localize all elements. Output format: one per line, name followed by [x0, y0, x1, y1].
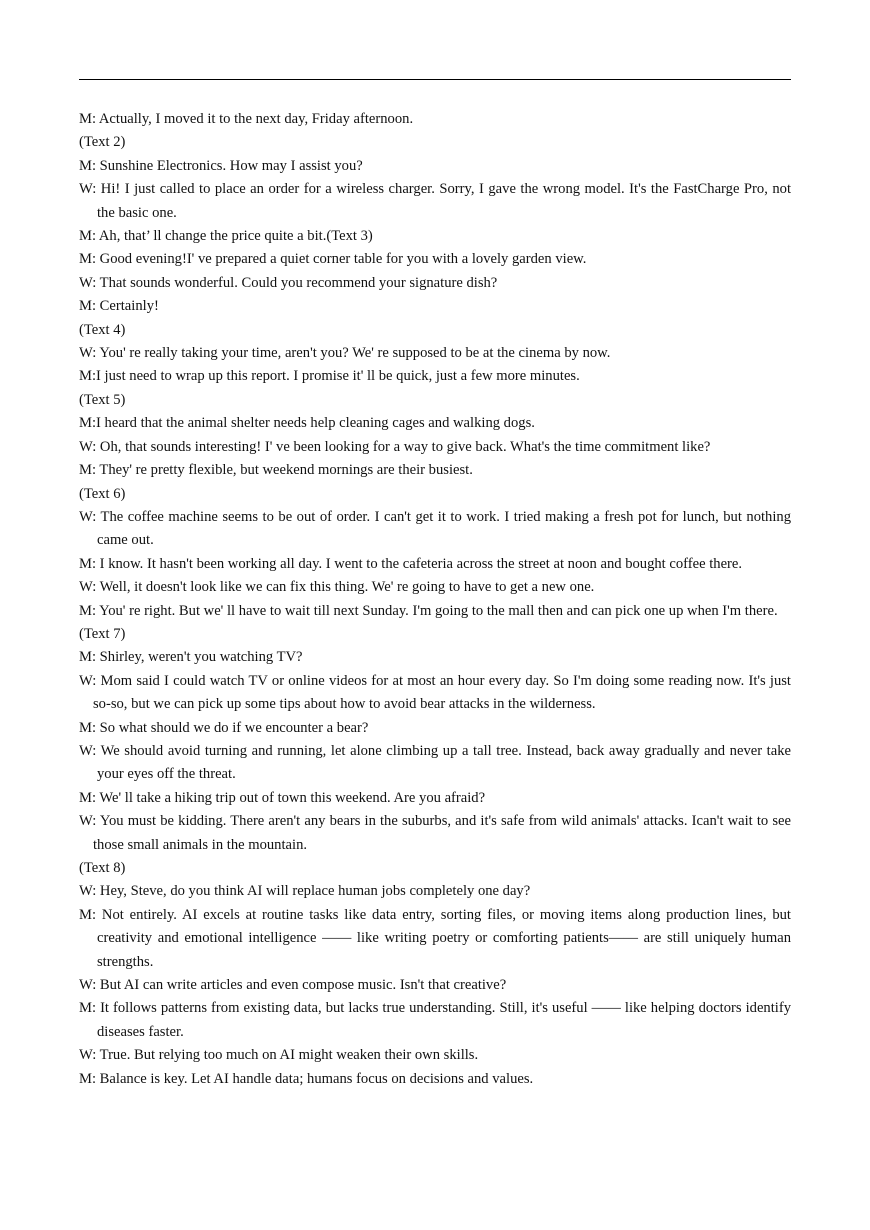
dialogue-line: W: Hey, Steve, do you think AI will replace human jobs completely one day?: [79, 883, 531, 900]
dialogue-line: M: Certainly!: [79, 298, 159, 315]
section-label: (Text 4): [79, 321, 126, 338]
section-label: (Text 5): [79, 391, 126, 408]
dialogue-line: M: Ah, that’ ll change the price quite a bit.(Text 3): [79, 228, 373, 245]
section-label: (Text 2): [79, 134, 126, 151]
header-rule: [79, 79, 791, 80]
dialogue-line: M: I know. It hasn't been working all day. I went to the cafeteria across the street at noon and bought coffee there.: [79, 555, 743, 572]
dialogue-line: M:I just need to wrap up this report. I promise it' ll be quick, just a few more minutes.: [79, 368, 580, 385]
transcript-body: [79, 108, 791, 1091]
dialogue-line: M: Sunshine Electronics. How may I assist you?: [79, 157, 363, 174]
dialogue-line: W: Well, it doesn't look like we can fix this thing. We' re going to have to get a new one.: [79, 579, 595, 596]
dialogue-line: M:I heard that the animal shelter needs help cleaning cages and walking dogs.: [79, 415, 535, 432]
dialogue-line: W: Hi! I just called to place an order for a wireless charger. Sorry, I gave the wrong model. It's the FastCharge Pro, not the basic one.: [79, 181, 791, 221]
dialogue-line: W: But AI can write articles and even compose music. Isn't that creative?: [79, 977, 507, 994]
section-label: (Text 8): [79, 860, 126, 876]
dialogue-line: W: You must be kidding. There aren't any bears in the suburbs, and it's safe from wild animals' attacks. Ican't wait to see those small animals in the mountain.: [79, 813, 791, 853]
dialogue-line: M: They' re pretty flexible, but weekend mornings are their busiest.: [79, 462, 473, 479]
dialogue-line: M: Actually, I moved it to the next day, Friday afternoon.: [79, 111, 414, 127]
dialogue-line: M: Not entirely. AI excels at routine tasks like data entry, sorting files, or moving items along production lines, but creativity and emotional intelligence —— like writing poetry or comforting patients—— are still uniquely human strengths.: [79, 906, 791, 970]
dialogue-line: W: The coffee machine seems to be out of order. I can't get it to work. I tried making a fresh pot for lunch, but nothing came out.: [79, 508, 791, 549]
dialogue-line: M: You' re right. But we' ll have to wait till next Sunday. I'm going to the mall then and can pick one up when I'm there.: [79, 602, 778, 619]
dialogue-line: W: True. But relying too much on AI might weaken their own skills.: [79, 1047, 479, 1064]
dialogue-line: W: We should avoid turning and running, let alone climbing up a tall tree. Instead, back away gradually and never take your eyes off the threat.: [79, 742, 791, 783]
dialogue-line: W: Oh, that sounds interesting! I' ve been looking for a way to give back. What's the time commitment like?: [79, 438, 711, 455]
dialogue-line: M: Shirley, weren't you watching TV?: [79, 649, 303, 666]
section-label: (Text 6): [79, 485, 126, 502]
dialogue-line: M: So what should we do if we encounter a bear?: [79, 719, 369, 736]
dialogue-line: M: Balance is key. Let AI handle data; humans focus on decisions and values.: [79, 1070, 534, 1087]
dialogue-line: W: You' re really taking your time, aren't you? We' re supposed to be at the cinema by now.: [79, 345, 611, 362]
dialogue-line: M: Good evening!I' ve prepared a quiet corner table for you with a lovely garden view.: [79, 251, 587, 268]
dialogue-line: M: It follows patterns from existing data, but lacks true understanding. Still, it's useful —— like helping doctors identify diseases faster.: [79, 1000, 791, 1040]
dialogue-line: W: Mom said I could watch TV or online videos for at most an hour every day. So I'm doing some reading now. It's just so-so, but we can pick up some tips about how to avoid bear attacks in the wilderness.: [79, 672, 791, 713]
section-label: (Text 7): [79, 625, 126, 642]
dialogue-line: M: We' ll take a hiking trip out of town this weekend. Are you afraid?: [79, 789, 486, 806]
dialogue-line: W: That sounds wonderful. Could you recommend your signature dish?: [79, 274, 498, 291]
